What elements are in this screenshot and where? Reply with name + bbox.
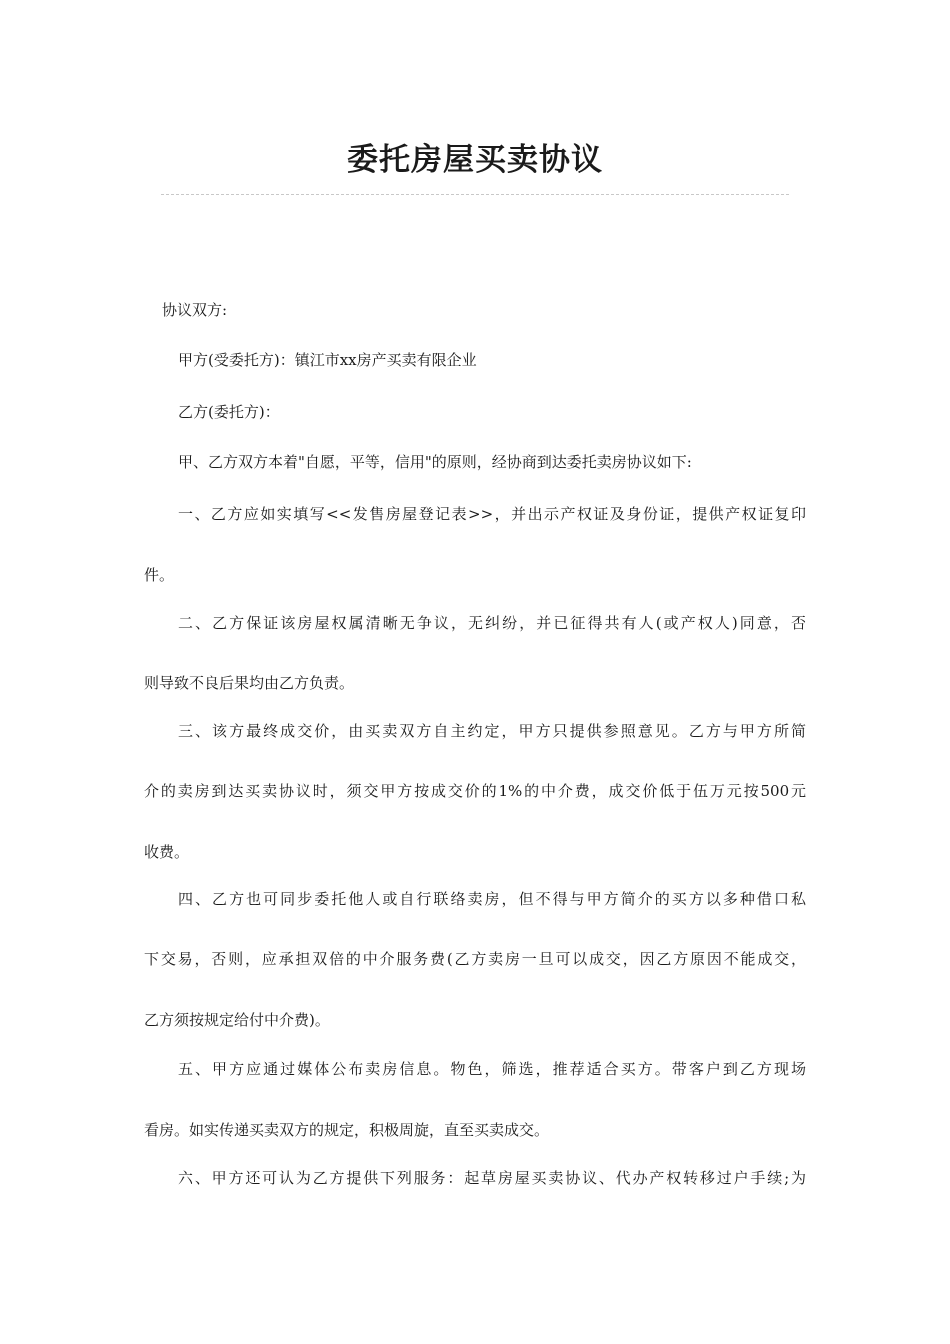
clause-3-line-3: 收费。: [144, 843, 190, 861]
clause-1-line-2: 件。: [144, 566, 175, 584]
document-title: 委托房屋买卖协议: [347, 142, 603, 178]
clause-5-line-2: 看房。如实传递买卖双方的规定，积极周旋，直至买卖成交。: [144, 1121, 550, 1139]
party-a-line: 甲方(受委托方)：镇江市xx房产买卖有限企业: [178, 351, 477, 369]
clause-6-line-1: 六、甲方还可认为乙方提供下列服务：起草房屋买卖协议、代办产权转移过户手续;为: [178, 1169, 806, 1187]
clause-4-line-2: 下交易，否则，应承担双倍的中介服务费(乙方卖房一旦可以成交，因乙方原因不能成交，: [144, 950, 806, 968]
clause-2-line-1: 二、乙方保证该房屋权属清晰无争议，无纠纷，并已征得共有人(或产权人)同意，否: [178, 614, 806, 632]
preamble-line: 甲、乙方双方本着"自愿，平等，信用"的原则，经协商到达委托卖房协议如下:: [178, 453, 692, 471]
title-divider: [161, 194, 789, 195]
clause-3-line-1: 三、该方最终成交价，由买卖双方自主约定，甲方只提供参照意见。乙方与甲方所简: [178, 722, 806, 740]
party-b-line: 乙方(委托方)：: [178, 403, 280, 421]
clause-1-line-1: 一、乙方应如实填写<<发售房屋登记表>>，并出示产权证及身份证，提供产权证复印: [178, 505, 806, 523]
parties-heading: 协议双方:: [162, 301, 228, 319]
clause-4-line-1: 四、乙方也可同步委托他人或自行联络卖房，但不得与甲方简介的买方以多种借口私: [178, 890, 806, 908]
clause-3-line-2: 介的卖房到达买卖协议时，须交甲方按成交价的1%的中介费，成交价低于伍万元按500元: [144, 782, 806, 800]
clause-5-line-1: 五、甲方应通过媒体公布卖房信息。物色，筛选，推荐适合买方。带客户到乙方现场: [178, 1060, 806, 1078]
clause-4-line-3: 乙方须按规定给付中介费)。: [144, 1011, 330, 1029]
clause-2-line-2: 则导致不良后果均由乙方负责。: [144, 674, 355, 692]
